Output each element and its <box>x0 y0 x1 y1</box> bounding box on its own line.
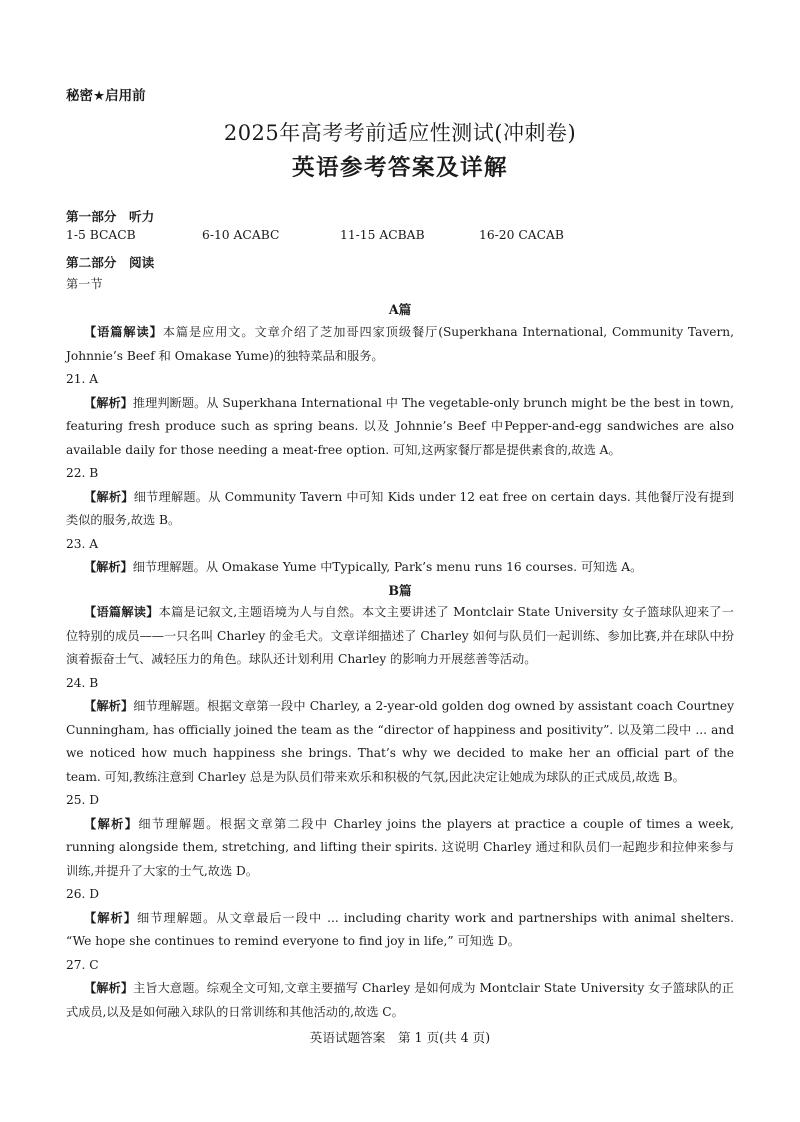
question-explanation <box>66 556 734 580</box>
answer-group: 6-10 ACABC <box>202 228 280 242</box>
explanation-text: 细节理解题。从文章最后一段中 ... including charity work and partnerships with animal shelters. “We hope she continues to remind everyone to find joy in life,” 可知选 D。 <box>66 910 734 948</box>
passage-a-content <box>66 321 734 580</box>
question-explanation <box>66 695 734 789</box>
explanation-text: 细节理解题。从 Omakase Yume 中Typically, Park’s menu runs 16 courses. 可知选 A。 <box>132 560 643 574</box>
explanation-tag: 【解析】 <box>84 395 133 410</box>
question-explanation <box>66 486 734 533</box>
passage-a-summary <box>66 321 734 368</box>
section-heading: 第一节 <box>66 277 103 291</box>
explanation-tag: 【解析】 <box>84 816 139 831</box>
explanation-tag: 【解析】 <box>84 489 134 504</box>
question-number: 27. C <box>66 957 99 972</box>
page-title: 2025年高考考前适应性测试(冲刺卷) <box>223 121 577 145</box>
page-footer: 英语试题答案 第 1 页(共 4 页) <box>309 1030 491 1045</box>
summary-tag: 【语篇解读】 <box>84 605 159 619</box>
answer-group: 1-5 BCACB <box>66 228 136 242</box>
question-number: 22. B <box>66 466 99 480</box>
answer-group: 16-20 CACAB <box>479 228 564 242</box>
question-number: 21. A <box>66 372 99 386</box>
explanation-text: 细节理解题。根据文章第一段中 Charley, a 2-year-old golden dog owned by assistant coach Courtney Cunningham, has officially joined the team as the “director of happiness and positivity”. 以及第二段中 ... and we noticed how much happiness she brings. That’s why we decided to make her an official part of the team. 可知,教练注意到 Charley 总是为队员们带来欢乐和积极的气氛,因此决定让她成为球队的正式成员,故选 B。 <box>66 699 734 784</box>
explanation-tag: 【解析】 <box>84 699 134 713</box>
explanation-tag: 【解析】 <box>84 910 137 925</box>
explanation-tag: 【解析】 <box>84 981 134 995</box>
question-explanation <box>66 392 734 463</box>
page-subtitle: 英语参考答案及详解 <box>291 155 508 181</box>
passage-a-title: A篇 <box>388 302 412 317</box>
confidential-label: 秘密★启用前 <box>66 88 146 104</box>
explanation-text: 细节理解题。根据文章第二段中 Charley joins the players at practice a couple of times a week, running alongside them, stretching, and lifting their spirits. 这说明 Charley 通过和队员们一起跑步和拉伸来参与训练,并提升了大家的士气,故选 D。 <box>66 816 734 878</box>
part1-heading: 第一部分 听力 <box>66 209 155 224</box>
passage-b-content <box>66 601 734 1024</box>
explanation-text: 主旨大意题。综观全文可知,文章主要描写 Charley 是如何成为 Montclair State University 女子篮球队的正式成员,以及是如何融入球队的日常训练和其他活动的,故选 C。 <box>66 981 734 1019</box>
passage-b-title: B篇 <box>388 583 412 598</box>
summary-tag: 【语篇解读】 <box>84 325 163 339</box>
explanation-tag: 【解析】 <box>84 560 133 574</box>
question-explanation <box>66 977 734 1024</box>
question-explanation <box>66 813 734 884</box>
passage-b-summary <box>66 601 734 672</box>
answer-group: 11-15 ACBAB <box>340 228 425 242</box>
question-number: 25. D <box>66 793 100 807</box>
question-number: 26. D <box>66 887 100 901</box>
question-explanation <box>66 907 734 954</box>
explanation-text: 推理判断题。从 Superkhana International 中 The vegetable-only brunch might be the best in town, featuring fresh produce such as spring beans. 以及 Johnnie’s Beef 中Pepper-and-egg sandwiches are also available daily for those needing a meat-free option. 可知,这两家餐厅都是提供素食的,故选 A。 <box>66 395 734 457</box>
question-number: 24. B <box>66 675 99 690</box>
explanation-text: 细节理解题。从 Community Tavern 中可知 Kids under 12 eat free on certain days. 其他餐厅没有提到类似的服务,故选 B。 <box>66 489 734 527</box>
summary-text: 本篇是应用文。文章介绍了芝加哥四家顶级餐厅(Superkhana International, Community Tavern, Johnnie’s Beef 和 Omakase Yume)的独特菜品和服务。 <box>66 325 734 363</box>
summary-text: 本篇是记叙文,主题语境为人与自然。本文主要讲述了 Montclair State University 女子篮球队迎来了一位特别的成员——一只名叫 Charley 的金毛犬。文章详细描述了 Charley 如何与队员们一起训练、参加比赛,并在球队中扮演着振奋士气、减轻压力的角色。球队还计划利用 Charley 的影响力开展慈善等活动。 <box>66 605 734 666</box>
question-number: 23. A <box>66 536 99 551</box>
part2-heading: 第二部分 阅读 <box>66 255 155 270</box>
